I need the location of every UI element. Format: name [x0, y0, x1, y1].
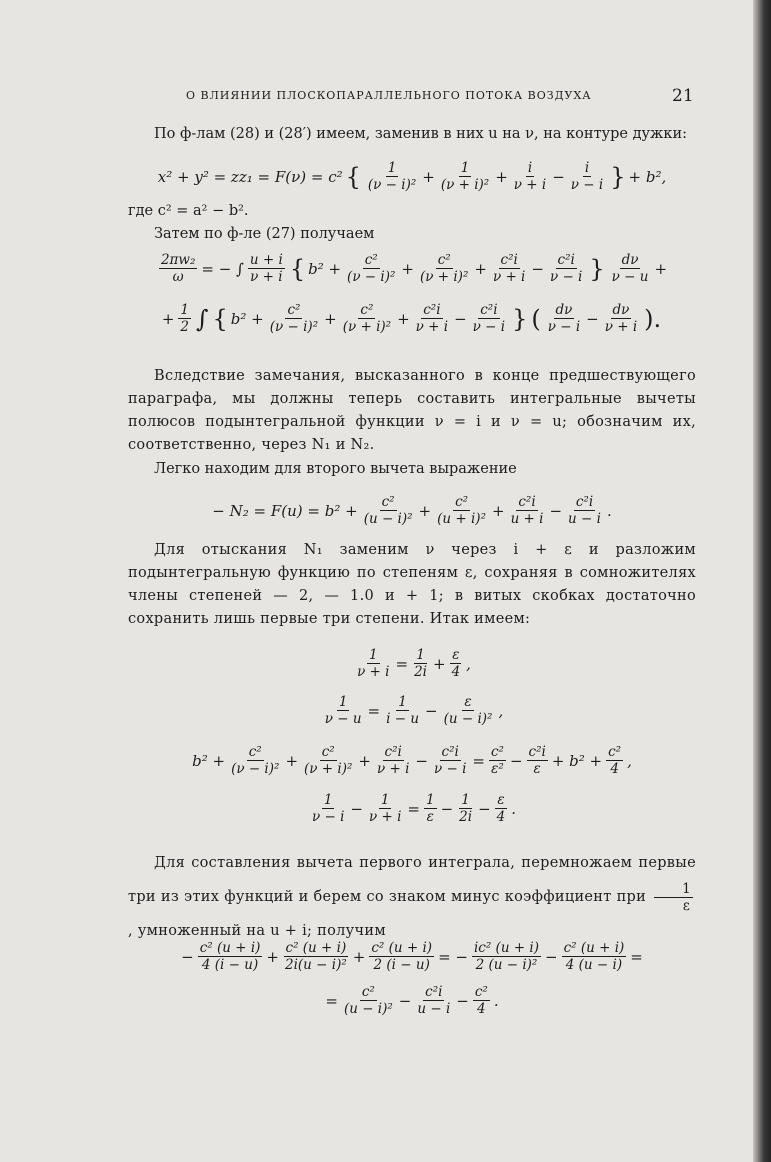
numerator: c²i — [441, 744, 459, 760]
equation-fraction — [323, 694, 364, 727]
denominator: ν + i — [376, 761, 410, 777]
equation-term: − — [549, 501, 563, 520]
equation-term: − — [478, 799, 491, 818]
equation-fraction — [472, 940, 541, 973]
numerator: c² — [248, 744, 262, 760]
equation-term: , — [498, 701, 504, 720]
numerator: c² — [364, 252, 378, 268]
paragraph-5: Легко находим для второго вычета выражение — [154, 461, 517, 477]
equation-fraction — [229, 744, 281, 777]
equation-fraction — [362, 494, 415, 527]
page-edge-shadow — [753, 0, 771, 1162]
numerator: ic² (u + i) — [473, 940, 539, 956]
equation-term: . — [511, 799, 517, 818]
numerator: c² (u + i) — [563, 940, 625, 956]
equation-fraction — [569, 160, 605, 193]
numerator: c²i — [425, 984, 443, 1000]
equation-term: + — [654, 259, 668, 278]
denominator: (ν − i)² — [231, 761, 280, 777]
denominator: ν + i — [604, 319, 638, 335]
denominator: (u − i)² — [443, 711, 493, 727]
equation-fraction — [603, 302, 639, 335]
denominator: ν + i — [368, 809, 402, 825]
paragraph-2: где c² = a² − b². — [128, 203, 249, 219]
numerator: ε — [464, 694, 472, 710]
denominator: ν + i — [250, 269, 283, 285]
equation-4 — [128, 647, 696, 680]
equation-term: , — [627, 751, 632, 770]
numerator: dν — [555, 302, 573, 318]
equation-fraction — [548, 252, 584, 285]
numerator: 1 — [460, 160, 470, 176]
paragraph-7 — [128, 846, 696, 948]
equation-term: + — [422, 167, 435, 186]
numerator: c² — [455, 494, 469, 510]
denominator: ν − i — [570, 177, 604, 193]
equation-fraction — [355, 647, 391, 680]
equation-fraction — [248, 252, 285, 285]
equation-fraction — [432, 744, 468, 777]
equation-term: x² + y² = zz₁ = F(ν) = c² — [157, 167, 343, 186]
denominator: ν − u — [611, 269, 649, 285]
running-title: О ВЛИЯНИИ ПЛОСКОПАРАЛЛЕЛЬНОГО ПОТОКА ВОЗДУХА — [186, 89, 592, 102]
paragraph-6: Для отыскания N₁ заменим ν через i + ε и разложим подынтегральную функцию по степеням ε, сохраняя в сомножителях члены степеней — 2, — 1.0 и + 1; в витых скобках достаточно сохранить лишь первые три степени. Итак имеем: — [128, 542, 696, 627]
equation-9 — [128, 984, 696, 1017]
numerator: c²i — [557, 252, 575, 268]
equation-term: } — [589, 254, 605, 283]
equation-fraction — [439, 160, 491, 193]
numerator: 1 — [425, 792, 435, 808]
paragraph-1: По ф-лам (28) и (28′) имеем, заменив в них u на ν, на контуре дужки: — [154, 126, 688, 142]
denominator: ν − i — [433, 761, 467, 777]
paragraph-4: Вследствие замечания, высказанного в конце предшествующего параграфа, мы должны теперь составить интегральные вычеты полюсов подынтегральной функции ν = i и ν = u; обозначим их, соответственно, через N₁ и N₂. — [128, 368, 696, 453]
equation-term: + — [418, 501, 432, 520]
equation-term: + — [397, 309, 410, 328]
equation-term: + — [474, 259, 487, 278]
equation-term: = — [472, 751, 485, 770]
numerator: c²i — [518, 494, 536, 510]
equation-term: { — [212, 304, 228, 333]
equation-fraction — [369, 940, 434, 973]
equation-term: ). — [644, 304, 662, 333]
denominator: 2i — [414, 664, 427, 680]
equation-fraction — [268, 302, 320, 335]
numerator: c² — [490, 744, 504, 760]
denominator: 2 (u − i)² — [475, 957, 538, 973]
equation-fraction — [435, 494, 488, 527]
equation-fraction — [384, 694, 421, 727]
equation-term: + — [495, 167, 508, 186]
equation-fraction — [366, 160, 418, 193]
equation-term: − — [531, 259, 544, 278]
denominator: (u + i)² — [437, 511, 486, 527]
equation-term: = — [325, 991, 338, 1010]
denominator: ν + i — [415, 319, 449, 335]
equation-term: . — [493, 991, 499, 1010]
denominator: i − u — [386, 711, 420, 727]
equation-term: { — [289, 254, 306, 283]
equation-term: b² + — [192, 751, 226, 770]
denominator: ν + i — [492, 269, 526, 285]
equation-term: + — [491, 501, 505, 520]
equation-5 — [128, 694, 696, 727]
numerator: 1 — [180, 302, 189, 318]
equation-term: b² + — [308, 259, 342, 278]
denominator: 4 — [477, 1001, 486, 1017]
numerator: c² (u + i) — [371, 940, 433, 956]
equation-term: ( — [531, 304, 541, 333]
equation-term: } — [610, 162, 626, 191]
denominator: (ν + i)² — [420, 269, 469, 285]
denominator: (ν − i)² — [269, 319, 319, 335]
equation-term: = — [630, 947, 643, 966]
equation-fraction — [345, 252, 397, 285]
equation-fraction — [375, 744, 411, 777]
numerator: 1 — [416, 647, 425, 663]
numerator: c² — [608, 744, 622, 760]
denominator: 2i — [459, 809, 473, 825]
numerator: 1 — [323, 792, 333, 808]
equation-fraction — [442, 694, 495, 727]
numerator: c² (u + i) — [199, 940, 261, 956]
fraction-one-over-epsilon: $\frac{1}{\varepsilon}$ — [654, 881, 693, 914]
equation-term: + b², — [628, 167, 667, 186]
denominator: u − i — [568, 511, 601, 527]
equation-fraction — [562, 940, 627, 973]
equation-1 — [128, 160, 696, 193]
equation-term: − — [456, 991, 469, 1010]
equation-term: − — [181, 947, 194, 966]
numerator: 1 — [338, 694, 348, 710]
numerator: c² — [360, 302, 374, 318]
denominator: 4 — [496, 809, 506, 825]
numerator: 1 — [398, 694, 407, 710]
equation-fraction — [415, 984, 452, 1017]
equation-term: , — [466, 654, 471, 673]
numerator: c²i — [384, 744, 402, 760]
equation-term: + — [401, 259, 414, 278]
denominator: (ν + i)² — [304, 761, 353, 777]
equation-term: + — [358, 751, 371, 770]
equation-term: + — [352, 947, 366, 966]
equation-fraction — [450, 647, 463, 680]
equation-term: = − ∫ — [201, 259, 244, 278]
numerator: c² — [474, 984, 488, 1000]
equation-fraction — [367, 792, 403, 825]
numerator: i — [527, 160, 533, 176]
equation-term: = — [407, 799, 420, 818]
equation-fraction — [471, 302, 507, 335]
denominator: (ν − i)² — [367, 177, 417, 193]
numerator: c²i — [575, 494, 594, 510]
denominator: 4 — [451, 664, 461, 680]
equation-fraction — [418, 252, 470, 285]
numerator: c²i — [480, 302, 498, 318]
equation-term: − — [545, 947, 558, 966]
equation-fraction — [491, 252, 527, 285]
equation-term: − — [398, 991, 412, 1010]
equation-fraction — [178, 302, 191, 335]
equation-term: − — [415, 751, 428, 770]
denominator: ν + i — [513, 177, 547, 193]
equation-fraction — [473, 984, 490, 1017]
equation-fraction — [489, 744, 506, 777]
denominator: ν − i — [549, 269, 583, 285]
denominator: ν − i — [311, 809, 345, 825]
equation-fraction — [342, 984, 395, 1017]
denominator: 2 (i − u) — [373, 957, 430, 973]
equation-7 — [128, 792, 696, 825]
numerator: 1 — [380, 792, 390, 808]
equation-fraction — [527, 744, 548, 777]
equation-fraction — [566, 494, 603, 527]
paragraph-7-text-end: , умноженный на u + i; получим — [128, 923, 386, 939]
equation-6 — [128, 744, 696, 777]
equation-term: } — [512, 304, 528, 333]
denominator: ν − i — [547, 319, 581, 335]
equation-term: = — [395, 654, 409, 673]
numerator: c²i — [528, 744, 546, 760]
numerator: dν — [612, 302, 630, 318]
equation-fraction — [509, 494, 546, 527]
numerator: i — [584, 160, 590, 176]
numerator: c²i — [423, 302, 441, 318]
numerator: c²i — [500, 252, 518, 268]
numerator: 1 — [461, 792, 470, 808]
equation-fraction — [412, 647, 429, 680]
equation-term: = − — [438, 947, 468, 966]
equation-fraction — [198, 940, 263, 973]
numerator: 2πw₂ — [160, 252, 196, 268]
equation-term: b² + — [230, 309, 264, 328]
equation-term: − — [454, 309, 467, 328]
equation-term: + — [285, 751, 299, 770]
denominator: (ν − i)² — [347, 269, 396, 285]
denominator: ω — [172, 269, 184, 285]
denominator: ν − u — [324, 711, 362, 727]
equation-fraction — [457, 792, 474, 825]
denominator: (ν + i)² — [440, 177, 490, 193]
equation-fraction — [310, 792, 346, 825]
equation-fraction — [424, 792, 437, 825]
equation-term: ∫ — [196, 304, 209, 333]
denominator: 4 — [610, 761, 619, 777]
numerator: c² — [361, 984, 375, 1000]
numerator: c² — [321, 744, 335, 760]
equation-term: { — [345, 162, 361, 191]
denominator: u + i — [510, 511, 544, 527]
equation-2a — [128, 252, 696, 285]
equation-term: − — [552, 167, 565, 186]
denominator: ν − i — [472, 319, 506, 335]
denominator: (ν + i)² — [342, 319, 392, 335]
numerator: 1 — [387, 160, 397, 176]
numerator: c² — [287, 302, 301, 318]
denominator: (u − i)² — [343, 1001, 393, 1017]
numerator: c² — [437, 252, 451, 268]
equation-term: + — [324, 309, 337, 328]
denominator: 2 — [180, 319, 189, 335]
numerator: 1 — [368, 647, 378, 663]
paragraph-7-text: Для составления вычета первого интеграла, перемножаем первые три из этих функций и берем со знаком минус коэффициент при — [128, 855, 696, 905]
denominator: 2i(u − i)² — [285, 957, 347, 973]
equation-3 — [128, 494, 696, 527]
equation-term: . — [606, 501, 612, 520]
numerator: dν — [621, 252, 639, 268]
numerator: ε — [497, 792, 505, 808]
equation-term: + — [432, 654, 446, 673]
denominator: ε — [426, 809, 434, 825]
denominator: u − i — [417, 1001, 451, 1017]
equation-fraction — [495, 792, 508, 825]
equation-fraction — [283, 940, 349, 973]
equation-term: − — [350, 799, 363, 818]
page-number: 21 — [672, 86, 694, 106]
denominator: ν + i — [357, 664, 390, 680]
numerator: u + i — [249, 252, 283, 268]
equation-term: − — [440, 799, 454, 818]
denominator: 4 (u − i) — [565, 957, 623, 973]
equation-term: + — [161, 309, 175, 328]
equation-fraction — [159, 252, 197, 285]
numerator: ε — [452, 647, 460, 663]
equation-fraction — [546, 302, 582, 335]
equation-fraction — [302, 744, 354, 777]
denominator: (u − i)² — [363, 511, 413, 527]
numerator: c² (u + i) — [285, 940, 347, 956]
equation-fraction — [341, 302, 393, 335]
equation-2b — [128, 302, 696, 335]
equation-term: − — [425, 701, 438, 720]
equation-fraction — [512, 160, 548, 193]
denominator: ε² — [491, 761, 504, 777]
denominator: ε — [533, 761, 541, 777]
equation-term: − — [586, 309, 599, 328]
equation-8 — [128, 940, 696, 973]
equation-term: = — [367, 701, 381, 720]
denominator: 4 (i − u) — [201, 957, 259, 973]
equation-term: − — [509, 751, 523, 770]
equation-fraction — [610, 252, 651, 285]
equation-term: + b² + — [551, 751, 603, 770]
numerator: c² — [381, 494, 395, 510]
equation-term: − N₂ = F(u) = b² + — [212, 501, 358, 520]
equation-fraction — [606, 744, 623, 777]
equation-fraction — [414, 302, 450, 335]
equation-term: + — [266, 947, 279, 966]
paragraph-3: Затем по ф-ле (27) получаем — [154, 226, 375, 242]
